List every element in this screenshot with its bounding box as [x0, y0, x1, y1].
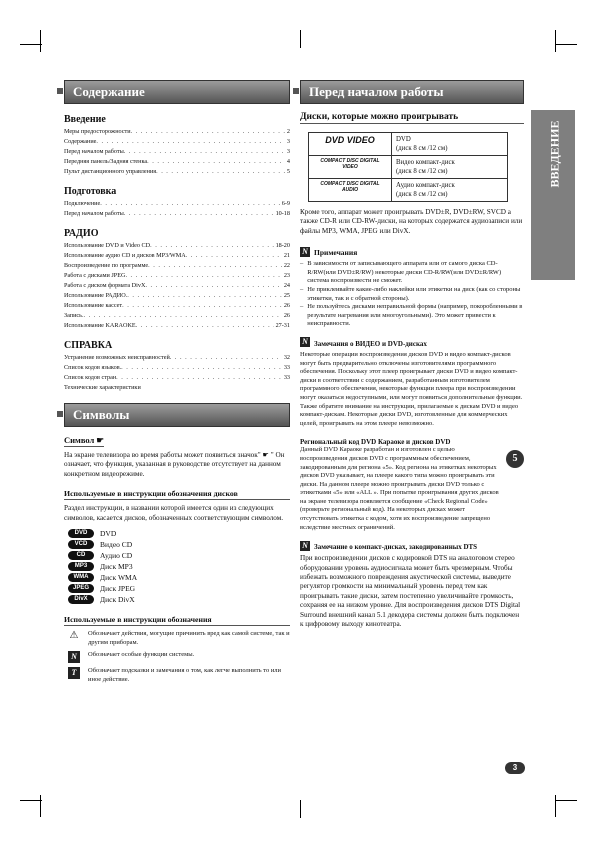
toc-leader: [170, 353, 282, 363]
crop-mark: [20, 800, 42, 801]
disc-size: (диск 8 см /12 см): [396, 191, 448, 198]
toc-entry-label: Технические характеристики: [64, 384, 141, 391]
disc-symbols-text: Раздел инструкции, в названии которой имеется один из следующих символов, касается дисков, обозначенных соответствующим символом.: [64, 504, 284, 522]
note-dash: –: [300, 286, 304, 293]
disc-symbol-label: Аудио CD: [100, 551, 133, 561]
toc-entry-page: 18-20: [275, 242, 290, 249]
toc-entry[interactable]: [64, 353, 290, 363]
disc-symbol-label: Диск MP3: [100, 562, 133, 572]
region-globe-icon: 5: [506, 450, 524, 468]
toc-leader: [84, 311, 282, 321]
toc-entry-label: Устранение возможных неисправностей: [64, 354, 170, 361]
toc-entry[interactable]: [64, 291, 290, 301]
toc-entry-page: 24: [283, 282, 290, 289]
dts-text: При воспроизведении дисков с кодировкой DTS на аналоговом стерео оборудовании уровень аудиосигнала может быть чрезмерным. Чтобы избежать возможного повреждения акустической системы, выведите регулятор громкости на минимальный уровень перед тем как проигрывать такие диски, затем постепенно увеличивайте громкость, сохраняя ее на низком уровне. Для воспроизведения дисков DTS Digital Surround внешний канал 5.1 декодера системы должен быть подключен к цифровому выходу кинотеатра.: [300, 554, 521, 629]
toc-entry-label: Подключение: [64, 200, 101, 207]
toc-section-title: Введение: [64, 114, 106, 125]
notation-row: [68, 667, 290, 684]
toc-entry-page: 32: [283, 354, 290, 361]
intro-text: Кроме того, аппарат может проигрывать DVD±R, DVD±RW, SVCD а также CD-R или CD-RW-диски, на которых содержатся аудиозаписи или файлы MP3, WMA, JPEG или DivX.: [300, 208, 523, 235]
toc-entry-page: 33: [283, 374, 290, 381]
toc-section-title: Подготовка: [64, 186, 117, 197]
toc-entry-page: 2: [286, 128, 290, 135]
toc-entry-page: 27-31: [275, 322, 290, 329]
disc-symbol-row: [68, 572, 290, 583]
toc-leader: [125, 271, 281, 281]
disc-symbol-label: Диск JPEG: [100, 584, 136, 594]
toc-entry-page: 26: [283, 302, 290, 309]
disc-symbols-title: Используемые в инструкции обозначения дисков: [64, 489, 290, 500]
toc-leader: [124, 209, 274, 219]
disc-size: (диск 8 см /12 см): [396, 145, 448, 152]
note-item: [300, 303, 524, 329]
toc-leader: [121, 363, 282, 373]
toc-entry-page: 6-9: [281, 200, 290, 207]
crop-mark: [40, 795, 41, 817]
discs-title: Диски, которые можно проигрывать: [300, 112, 524, 124]
notation-text: Обозначает действия, могущие причинить вред как самой системе, так и другим приборам.: [88, 630, 290, 646]
toc-entry-page: 10-18: [275, 210, 290, 217]
dvd-video-logo: [309, 133, 392, 156]
left-column: [64, 80, 290, 688]
disc-logo-mark: DVD VIDEO: [325, 135, 375, 145]
toc-entry[interactable]: [64, 209, 290, 219]
disc-description: [392, 133, 508, 156]
toc-leader: [96, 137, 284, 147]
disc-symbol-row: [68, 528, 290, 539]
toc-entry-label: Перед началом работы: [64, 210, 124, 217]
right-column: [300, 80, 524, 630]
toc-entry[interactable]: [64, 373, 290, 383]
region-text: Данный DVD Караоке разработан и изготовлен с целью воспроизведения дисков DVD с программным обеспечением, закодированным для региона «5». Код региона на этикетках некоторых дисков DVD указывает, на плеере какого типа можно проигрывать эти диски. На данном плеере можно проигрывать диски DVD только с этикетками «5» или «ALL ». При попытке проигрывания других дисков на экране телевизора появляется сообщение «Check Regional Code» (проверьте региональный код). На некоторых дисках может отсутствовать этикетка с кодом, хотя их воспроизведение запрещено вследствие местных ограничений.: [300, 446, 499, 531]
toc-entry-label: Список кодов стран: [64, 374, 117, 381]
crop-mark: [20, 44, 42, 45]
table-of-contents: [64, 114, 290, 393]
disc-logo-mark: COMPACT DISC DIGITAL VIDEO: [320, 158, 380, 170]
crop-mark: [555, 30, 556, 52]
toc-entry-page: 4: [286, 158, 290, 165]
symbols-header: Символы: [64, 403, 290, 427]
toc-entry[interactable]: [64, 321, 290, 331]
toc-section: [64, 353, 290, 393]
crop-mark: [40, 30, 41, 52]
video-text: Некоторые операции воспроизведения дисков DVD и видео компакт-дисков могут быть предварительно отключены изготовителями программного обеспечения. Поскольку этот плеер проигрывает диски DVD и видео компакт-диски в соответствии с содержанием, разработанным изготовителем программного обеспечения, некоторые функции плеера при воспроизведении могут оказаться недоступными, или могут появиться дополнительные функции. Также обратите внимание на инструкции, прилагаемые к дискам DVD и видео компакт-дискам. Некоторые диски DVD, изготовленные для коммерческих целей, проигрывать на этом плеере невозможно.: [300, 350, 523, 427]
disc-size: (диск 8 см /12 см): [396, 168, 448, 175]
note-icon: N: [300, 337, 310, 347]
note-item: [300, 260, 524, 286]
note-item: [300, 286, 524, 303]
toc-entry-page: 26: [283, 312, 290, 319]
notation-row: [68, 630, 290, 647]
toc-entry-page: 22: [283, 262, 290, 269]
toc-entry[interactable]: [64, 137, 290, 147]
toc-entry-label: Меры предосторожности: [64, 128, 131, 135]
toc-leader: [131, 127, 285, 137]
notation-row: [68, 651, 290, 663]
symbol-title: Символ ☛: [64, 435, 105, 445]
toc-leader: [150, 241, 273, 251]
note-dash: –: [300, 260, 304, 268]
disc-logo-mark: COMPACT DISC DIGITAL AUDIO: [320, 181, 380, 193]
toc-entry-label: Пульт дистанционного управления: [64, 168, 157, 175]
toc-entry-label: Содержание: [64, 138, 97, 145]
disc-type: DVD: [396, 136, 411, 143]
crop-mark: [555, 795, 556, 817]
tip-icon: T: [68, 667, 80, 679]
notation-text: Обозначает подсказки и замечания о том, как легче выполнить то или иное действие.: [88, 667, 282, 683]
disc-symbol-row: [68, 550, 290, 561]
disc-symbol-row: [68, 594, 290, 605]
toc-entry-label: Перед началом работы: [64, 148, 124, 155]
toc-entry[interactable]: [64, 281, 290, 291]
crop-mark: [300, 800, 301, 818]
page-number: 3: [505, 762, 525, 774]
video-title: Замечания о ВИДЕО и DVD-дисках: [314, 339, 427, 348]
toc-entry-label: Работа с дисками JPEG: [64, 272, 126, 279]
note-icon: N: [68, 651, 80, 663]
toc-entry-label: Воспроизведение по программе: [64, 262, 149, 269]
toc-entry-label: Использование РАДИО.: [64, 292, 128, 299]
toc-entry-label: Работа с диском формата DivX: [64, 282, 146, 289]
toc-entry[interactable]: [64, 147, 290, 157]
section-side-tab: ВВЕДЕНИЕ: [531, 110, 575, 280]
toc-entry[interactable]: [64, 311, 290, 321]
toc-entry-label: Использование аудио CD и дисков MP3/WMA: [64, 252, 186, 259]
toc-entry-label: Запись.: [64, 312, 84, 319]
toc-section-title: СПРАВКА: [64, 340, 113, 351]
toc-leader: [122, 301, 282, 311]
disc-symbol-label: Диск WMA: [100, 573, 138, 583]
toc-leader: [116, 373, 282, 383]
toc-entry[interactable]: [64, 157, 290, 167]
toc-entry[interactable]: [64, 271, 290, 281]
toc-leader: [147, 157, 285, 167]
crop-mark: [555, 44, 577, 45]
toc-leader: [148, 261, 282, 271]
disc-badge: MP3: [68, 562, 94, 571]
disc-badge: VCD: [68, 540, 94, 549]
toc-entry-page: 23: [283, 272, 290, 279]
disc-badge: JPEG: [68, 584, 94, 593]
toc-leader: [100, 199, 280, 209]
toc-entry[interactable]: [64, 127, 290, 137]
notations-list: [64, 630, 290, 684]
disc-symbol-label: Видео CD: [100, 540, 133, 550]
toc-entry-page: 3: [286, 148, 290, 155]
toc-section: [64, 241, 290, 331]
toc-entry[interactable]: [64, 167, 290, 177]
disc-symbol-row: [68, 539, 290, 550]
disc-type: Аудио компакт-диск: [396, 182, 455, 189]
toc-entry-page: 21: [283, 252, 290, 259]
symbol-text: На экране телевизора во время работы может появиться значок" ☛ " Он означает, что функция, указанная в руководстве отсутствует на данном конкретном видеорежиме.: [64, 451, 285, 478]
toc-entry[interactable]: [64, 241, 290, 251]
toc-section: [64, 199, 290, 219]
disc-symbols-list: [68, 528, 290, 605]
toc-entry[interactable]: [64, 301, 290, 311]
toc-leader: [124, 147, 285, 157]
warning-icon: ⚠: [69, 630, 79, 642]
disc-badge: CD: [68, 551, 94, 560]
toc-entry[interactable]: [64, 363, 290, 373]
notation-text: Обозначает особые функции системы.: [88, 651, 195, 659]
disc-description: [392, 156, 508, 179]
notes-block: [300, 242, 524, 329]
toc-entry[interactable]: [64, 251, 290, 261]
notes-list: [300, 260, 524, 329]
disc-description: [392, 179, 508, 202]
toc-leader: [156, 167, 285, 177]
toc-entry[interactable]: [64, 383, 290, 393]
toc-leader: [145, 281, 281, 291]
toc-entry-page: 25: [283, 292, 290, 299]
note-dash: –: [300, 303, 304, 311]
toc-leader: [127, 291, 282, 301]
disc-badge: DVD: [68, 529, 94, 538]
toc-entry-label: Список кодов языков.: [64, 364, 122, 371]
crop-mark: [300, 30, 301, 48]
dts-title: Замечание о компакт-дисках, закодированных DTS: [314, 543, 478, 552]
notes-title: Примечания: [314, 248, 358, 258]
disc-symbol-label: Диск DivX: [100, 595, 135, 605]
toc-entry-label: Использование KARAOKE: [64, 322, 136, 329]
before-start-header: Перед началом работы: [300, 80, 524, 104]
toc-entry[interactable]: [64, 261, 290, 271]
video-cd-logo: [309, 156, 392, 179]
note-text: Не пользуйтесь дисками неправильной формы (например, покоробленными в результате нагревания или многоугольными). Это может привести к неисправности.: [307, 303, 523, 328]
note-icon: N: [300, 247, 310, 257]
disc-symbol-row: [68, 561, 290, 572]
disc-badge: WMA: [68, 573, 94, 582]
toc-section: [64, 127, 290, 177]
toc-entry-page: 5: [286, 168, 290, 175]
playable-discs-table: [308, 132, 508, 202]
toc-entry-page: 3: [286, 138, 290, 145]
note-text: В зависимости от записывающего аппарата или от самого диска CD-R/RW(или DVD±R/RW) некоторые диски CD-R/RW(или DVD±R/RW) система воспроизвести не сможет.: [307, 260, 502, 285]
contents-header: Содержание: [64, 80, 290, 104]
toc-leader: [136, 321, 274, 331]
audio-cd-logo: [309, 179, 392, 202]
note-text: Не приклеивайте какие-либо наклейки или этикетки на диск (как со стороны этикетки, так и с обратной стороны).: [307, 286, 521, 302]
toc-entry-label: Использование кассет: [64, 302, 123, 309]
note-icon: N: [300, 541, 310, 551]
toc-leader: [186, 251, 282, 261]
disc-symbol-label: DVD: [100, 529, 117, 539]
toc-entry-label: Передняя панель/Задняя стенка: [64, 158, 148, 165]
disc-type: Видео компакт-диск: [396, 159, 455, 166]
crop-mark: [555, 800, 577, 801]
toc-entry[interactable]: [64, 199, 290, 209]
toc-entry-page: 33: [283, 364, 290, 371]
notation-title: Используемые в инструкции обозначения: [64, 615, 290, 626]
disc-symbol-row: [68, 583, 290, 594]
toc-section-title: РАДИО: [64, 228, 99, 239]
toc-entry-label: Использование DVD и Video CD: [64, 242, 151, 249]
region-title: Региональный код DVD Караоке и дисков DVD: [300, 438, 451, 447]
disc-badge: DivX: [68, 595, 94, 604]
